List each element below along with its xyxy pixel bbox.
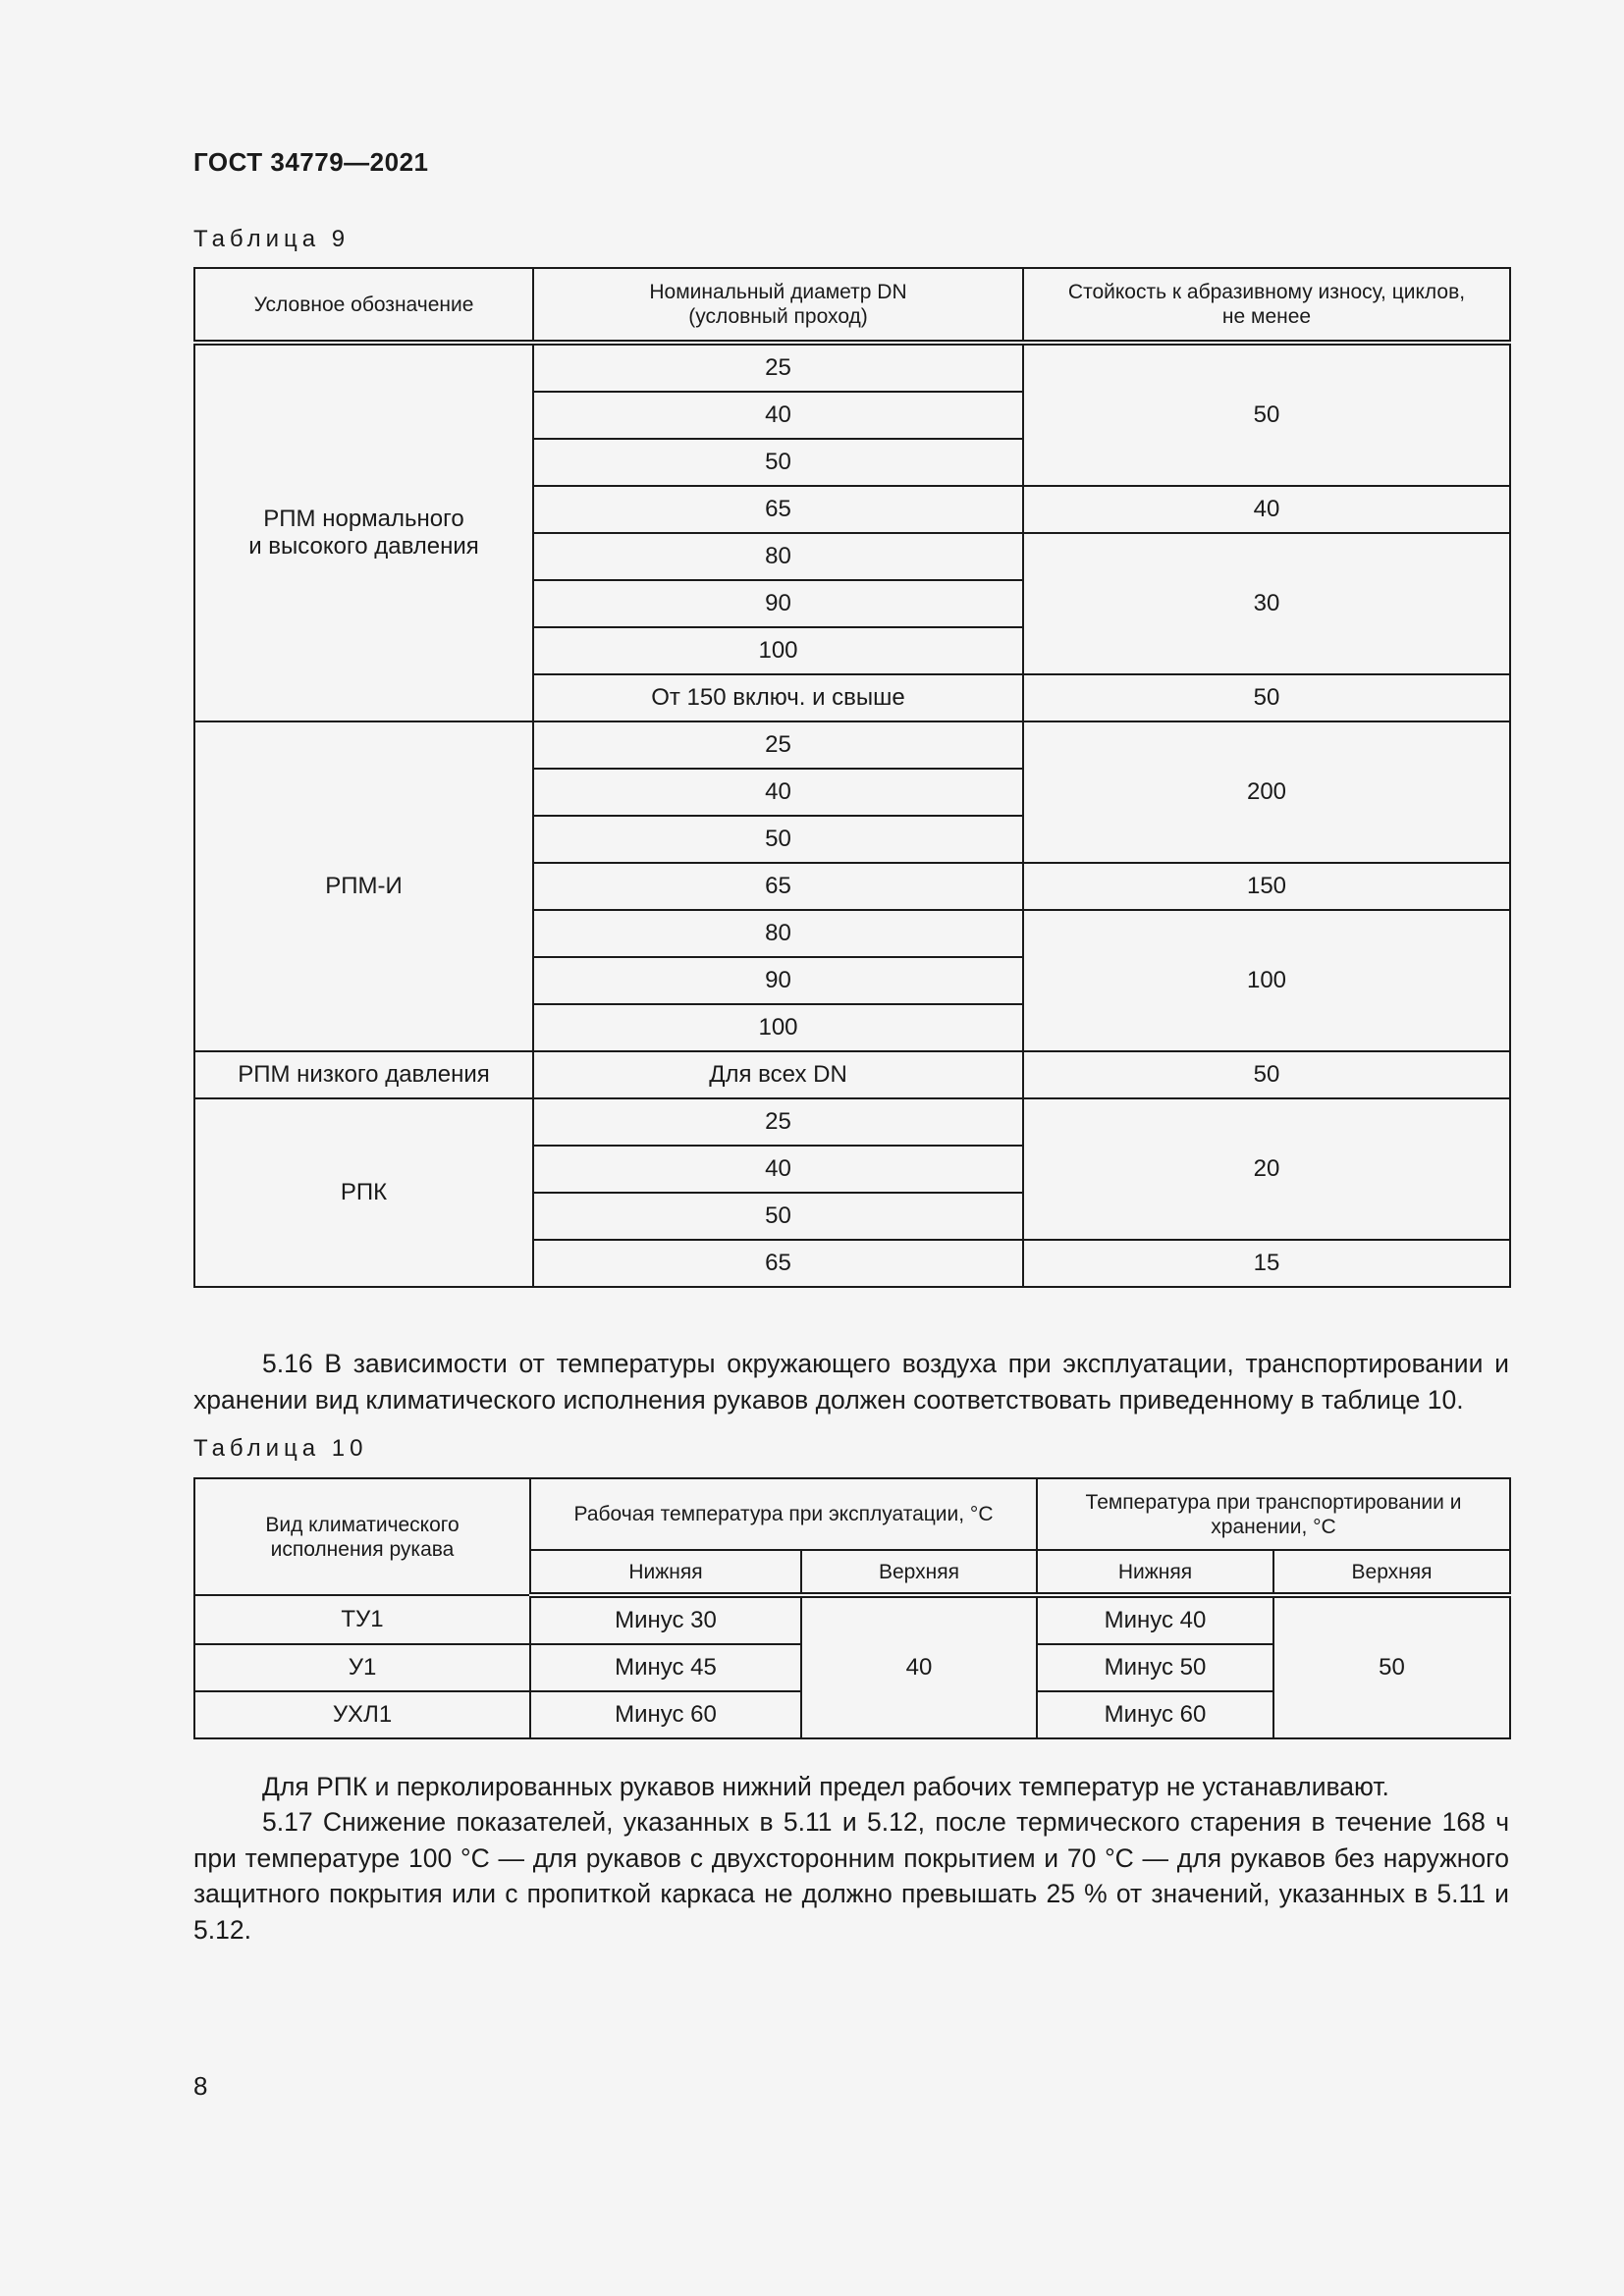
trans-lower-cell: Минус 40 (1037, 1595, 1273, 1644)
diameter-cell: 100 (533, 627, 1023, 674)
diameter-cell: 80 (533, 910, 1023, 957)
paragraph-5-16: 5.16 В зависимости от температуры окружающего воздуха при эксплуатации, транспортировании и хранении вид климатического исполнения рукавов должен соответствовать приведенному в таблице 10. (193, 1349, 1509, 1415)
climatic-type-cell: ТУ1 (194, 1595, 530, 1644)
note-paragraph: Для РПК и перколированных рукавов нижний предел рабочих температур не устанавливают. (262, 1772, 1389, 1801)
diameter-cell: 100 (533, 1004, 1023, 1051)
diameter-cell: 25 (533, 343, 1023, 392)
group-label: РПМ-И (194, 721, 533, 1051)
work-lower-cell: Минус 30 (530, 1595, 801, 1644)
group-label: РПК (194, 1098, 533, 1287)
work-upper-cell: 40 (801, 1595, 1037, 1738)
header-climatic-type: Вид климатического исполнения рукава (194, 1478, 530, 1595)
resistance-cell: 20 (1023, 1098, 1510, 1240)
diameter-cell: 90 (533, 957, 1023, 1004)
document-title: ГОСТ 34779—2021 (193, 147, 429, 177)
resistance-cell: 40 (1023, 486, 1510, 533)
diameter-cell: От 150 включ. и свыше (533, 674, 1023, 721)
header-diameter: Номинальный диаметр DN (условный проход) (533, 268, 1023, 343)
diameter-cell: Для всех DN (533, 1051, 1023, 1098)
climatic-type-cell: УХЛ1 (194, 1691, 530, 1738)
header-abrasion-resistance: Стойкость к абразивному износу, циклов, не менее (1023, 268, 1510, 343)
group-label: РПМ нормального и высокого давления (194, 343, 533, 721)
diameter-cell: 65 (533, 863, 1023, 910)
resistance-cell: 50 (1023, 343, 1510, 486)
table-10-caption: Таблица 10 (193, 1435, 368, 1462)
header-working-temperature: Рабочая температура при эксплуатации, °С (530, 1478, 1037, 1550)
resistance-cell: 50 (1023, 674, 1510, 721)
table-row (194, 721, 1510, 769)
work-lower-cell: Минус 45 (530, 1644, 801, 1691)
diameter-cell: 80 (533, 533, 1023, 580)
table-10 (193, 1477, 1511, 1739)
diameter-cell: 90 (533, 580, 1023, 627)
resistance-cell: 15 (1023, 1240, 1510, 1287)
diameter-cell: 50 (533, 816, 1023, 863)
paragraph-5-17: 5.17 Снижение показателей, указанных в 5.11 и 5.12, после термического старения в течение 168 ч при температуре 100 °С — для рукавов с двухсторонним покрытием и 70 °С — для рукавов без наружного защитного покрытия или с пропиткой каркаса не должно превышать 25 % от значений, указанных в 5.11 и 5.12. (193, 1807, 1509, 1945)
diameter-cell: 50 (533, 439, 1023, 486)
work-lower-cell: Минус 60 (530, 1691, 801, 1738)
diameter-cell: 40 (533, 769, 1023, 816)
header-upper: Верхняя (1273, 1550, 1510, 1595)
table-row (194, 343, 1510, 392)
table-9-caption: Таблица 9 (193, 226, 351, 252)
trans-upper-cell: 50 (1273, 1595, 1510, 1738)
table-row (194, 1051, 1510, 1098)
diameter-cell: 65 (533, 1240, 1023, 1287)
diameter-cell: 50 (533, 1193, 1023, 1240)
table-9 (193, 267, 1511, 1288)
page-number: 8 (193, 2071, 208, 2101)
group-label: РПМ низкого давления (194, 1051, 533, 1098)
diameter-cell: 65 (533, 486, 1023, 533)
header-lower: Нижняя (1037, 1550, 1273, 1595)
trans-lower-cell: Минус 50 (1037, 1644, 1273, 1691)
header-upper: Верхняя (801, 1550, 1037, 1595)
climatic-type-cell: У1 (194, 1644, 530, 1691)
table-row (194, 1595, 1510, 1644)
trans-lower-cell: Минус 60 (1037, 1691, 1273, 1738)
resistance-cell: 100 (1023, 910, 1510, 1051)
resistance-cell: 150 (1023, 863, 1510, 910)
diameter-cell: 25 (533, 1098, 1023, 1146)
table-row (194, 1098, 1510, 1146)
resistance-cell: 50 (1023, 1051, 1510, 1098)
resistance-cell: 200 (1023, 721, 1510, 863)
diameter-cell: 40 (533, 392, 1023, 439)
diameter-cell: 40 (533, 1146, 1023, 1193)
diameter-cell: 25 (533, 721, 1023, 769)
resistance-cell: 30 (1023, 533, 1510, 674)
header-lower: Нижняя (530, 1550, 801, 1595)
header-transport-temperature: Температура при транспортировании и хранении, °С (1037, 1478, 1510, 1550)
header-designation: Условное обозначение (194, 268, 533, 343)
